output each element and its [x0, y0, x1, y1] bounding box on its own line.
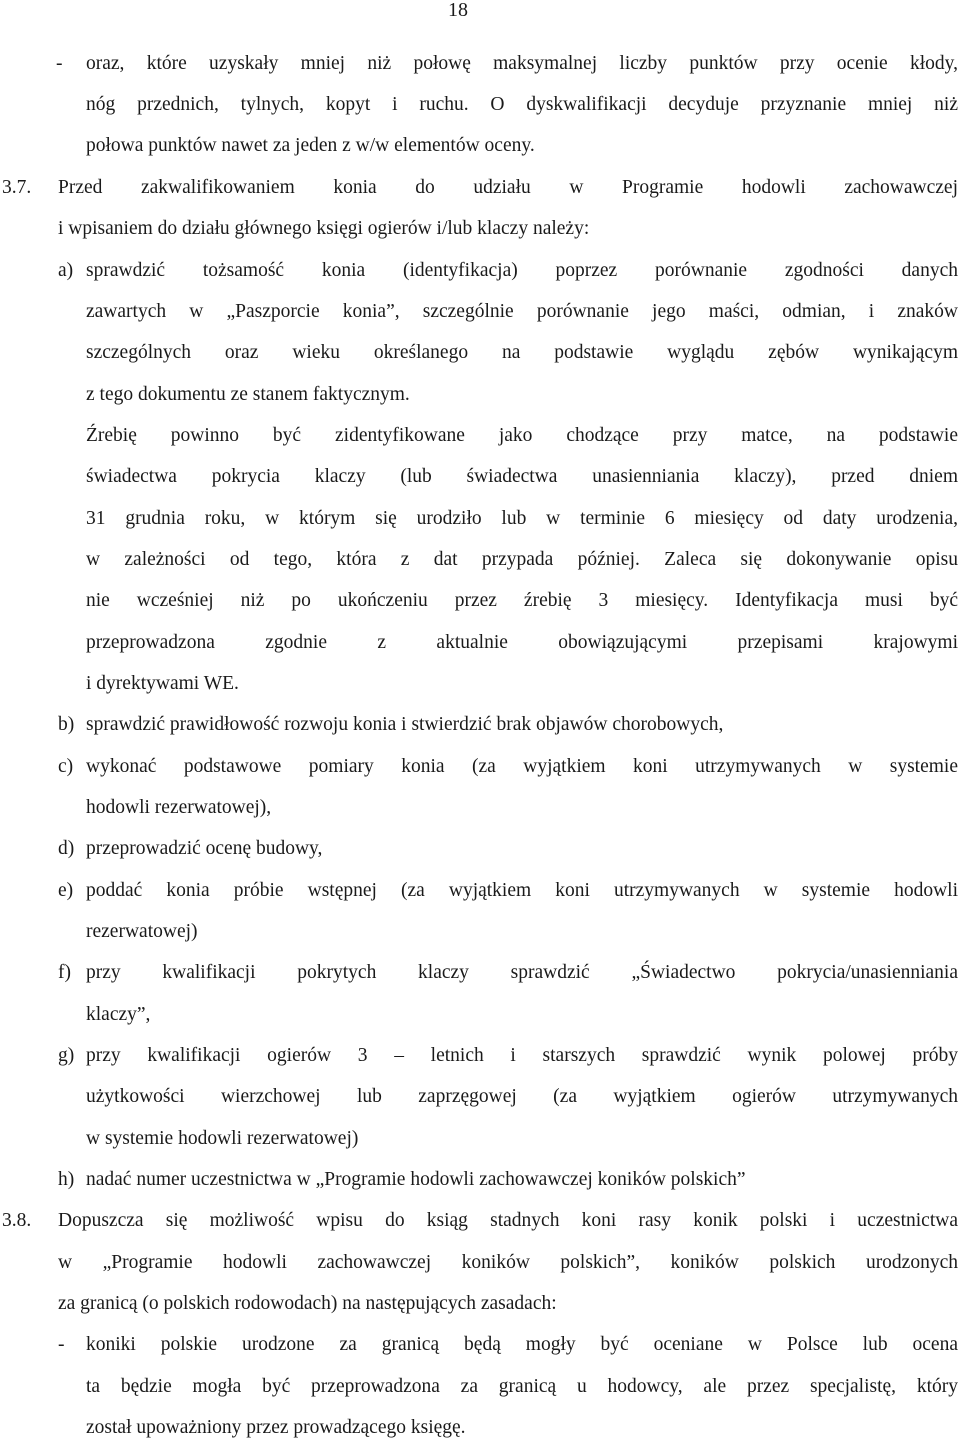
list-marker: h): [58, 1169, 75, 1190]
text-line: i wpisaniem do działu głównego księgi ogierów i/lub klaczy należy:: [58, 218, 590, 239]
text-line: nie wcześniej niż po ukończeniu przez źrebię 3 miesięcy. Identyfikacja musi być: [86, 590, 958, 611]
text-line: za granicą (o polskich rodowodach) na następujących zasadach:: [58, 1293, 557, 1314]
list-marker: c): [58, 756, 74, 777]
text-line: nóg przednich, tylnych, kopyt i ruchu. O dyskwalifikacji decyduje przyznanie mniej niż: [86, 94, 958, 115]
text-line: w systemie hodowli rezerwatowej): [86, 1128, 359, 1149]
text-line: poddać konia próbie wstępnej (za wyjątkiem koni utrzymywanych w systemie hodowli: [86, 880, 958, 901]
section-number: 3.8.: [2, 1210, 32, 1231]
list-marker: f): [58, 962, 71, 983]
text-line: nadać numer uczestnictwa w „Programie hodowli zachowawczej koników polskich”: [86, 1169, 746, 1190]
text-line: oraz, które uzyskały mniej niż połowę maksymalnej liczby punktów przy ocenie kłody,: [86, 53, 958, 74]
text-line: przeprowadzona zgodnie z aktualnie obowiązującymi przepisami krajowymi: [86, 632, 958, 653]
text-line: z tego dokumentu ze stanem faktycznym.: [86, 384, 410, 405]
text-line: 31 grudnia roku, w którym się urodziło lub w terminie 6 miesięcy od daty urodzenia,: [86, 508, 958, 529]
list-marker: d): [58, 838, 75, 859]
text-line: sprawdzić tożsamość konia (identyfikacja) poprzez porównanie zgodności danych: [86, 260, 958, 281]
list-marker: a): [58, 260, 74, 281]
list-marker: -: [56, 53, 63, 74]
text-line: przy kwalifikacji pokrytych klaczy sprawdzić „Świadectwo pokrycia/unasienniania: [86, 962, 958, 983]
text-line: Dopuszcza się możliwość wpisu do ksiąg stadnych koni rasy konik polski i uczestnictwa: [58, 1210, 958, 1231]
text-line: rezerwatowej): [86, 921, 198, 942]
text-line: szczególnych oraz wieku określanego na podstawie wyglądu zębów wynikającym: [86, 342, 958, 363]
list-marker: g): [58, 1045, 75, 1066]
text-line: został upoważniony przez prowadzącego księgę.: [86, 1417, 466, 1438]
text-line: klaczy”,: [86, 1004, 151, 1025]
text-line: zawartych w „Paszporcie konia”, szczególnie porównanie jego maści, odmian, i znaków: [86, 301, 958, 322]
text-line: połowa punktów nawet za jeden z w/w elementów oceny.: [86, 135, 535, 156]
text-line: i dyrektywami WE.: [86, 673, 239, 694]
text-line: Przed zakwalifikowaniem konia do udziału w Programie hodowli zachowawczej: [58, 177, 958, 198]
text-line: Źrebię powinno być zidentyfikowane jako chodzące przy matce, na podstawie: [86, 425, 958, 446]
text-line: koniki polskie urodzone za granicą będą mogły być oceniane w Polsce lub ocena: [86, 1334, 958, 1355]
text-line: wykonać podstawowe pomiary konia (za wyjątkiem koni utrzymywanych w systemie: [86, 756, 958, 777]
list-marker: b): [58, 714, 75, 735]
text-line: użytkowości wierzchowej lub zaprzęgowej (za wyjątkiem ogierów utrzymywanych: [86, 1086, 958, 1107]
page-number: 18: [448, 0, 468, 21]
text-line: ta będzie mogła być przeprowadzona za granicą u hodowcy, ale przez specjalistę, który: [86, 1376, 958, 1397]
list-marker: e): [58, 880, 74, 901]
list-marker: -: [58, 1334, 65, 1355]
text-line: w „Programie hodowli zachowawczej koników polskich”, koników polskich urodzonych: [58, 1252, 958, 1273]
text-line: przy kwalifikacji ogierów 3 – letnich i starszych sprawdzić wynik polowej próby: [86, 1045, 958, 1066]
text-line: sprawdzić prawidłowość rozwoju konia i stwierdzić brak objawów chorobowych,: [86, 714, 724, 735]
section-number: 3.7.: [2, 177, 32, 198]
text-line: świadectwa pokrycia klaczy (lub świadectwa unasienniania klaczy), przed dniem: [86, 466, 958, 487]
text-line: w zależności od tego, która z dat przypada później. Zaleca się dokonywanie opisu: [86, 549, 958, 570]
text-line: przeprowadzić ocenę budowy,: [86, 838, 323, 859]
text-line: hodowli rezerwatowej),: [86, 797, 272, 818]
